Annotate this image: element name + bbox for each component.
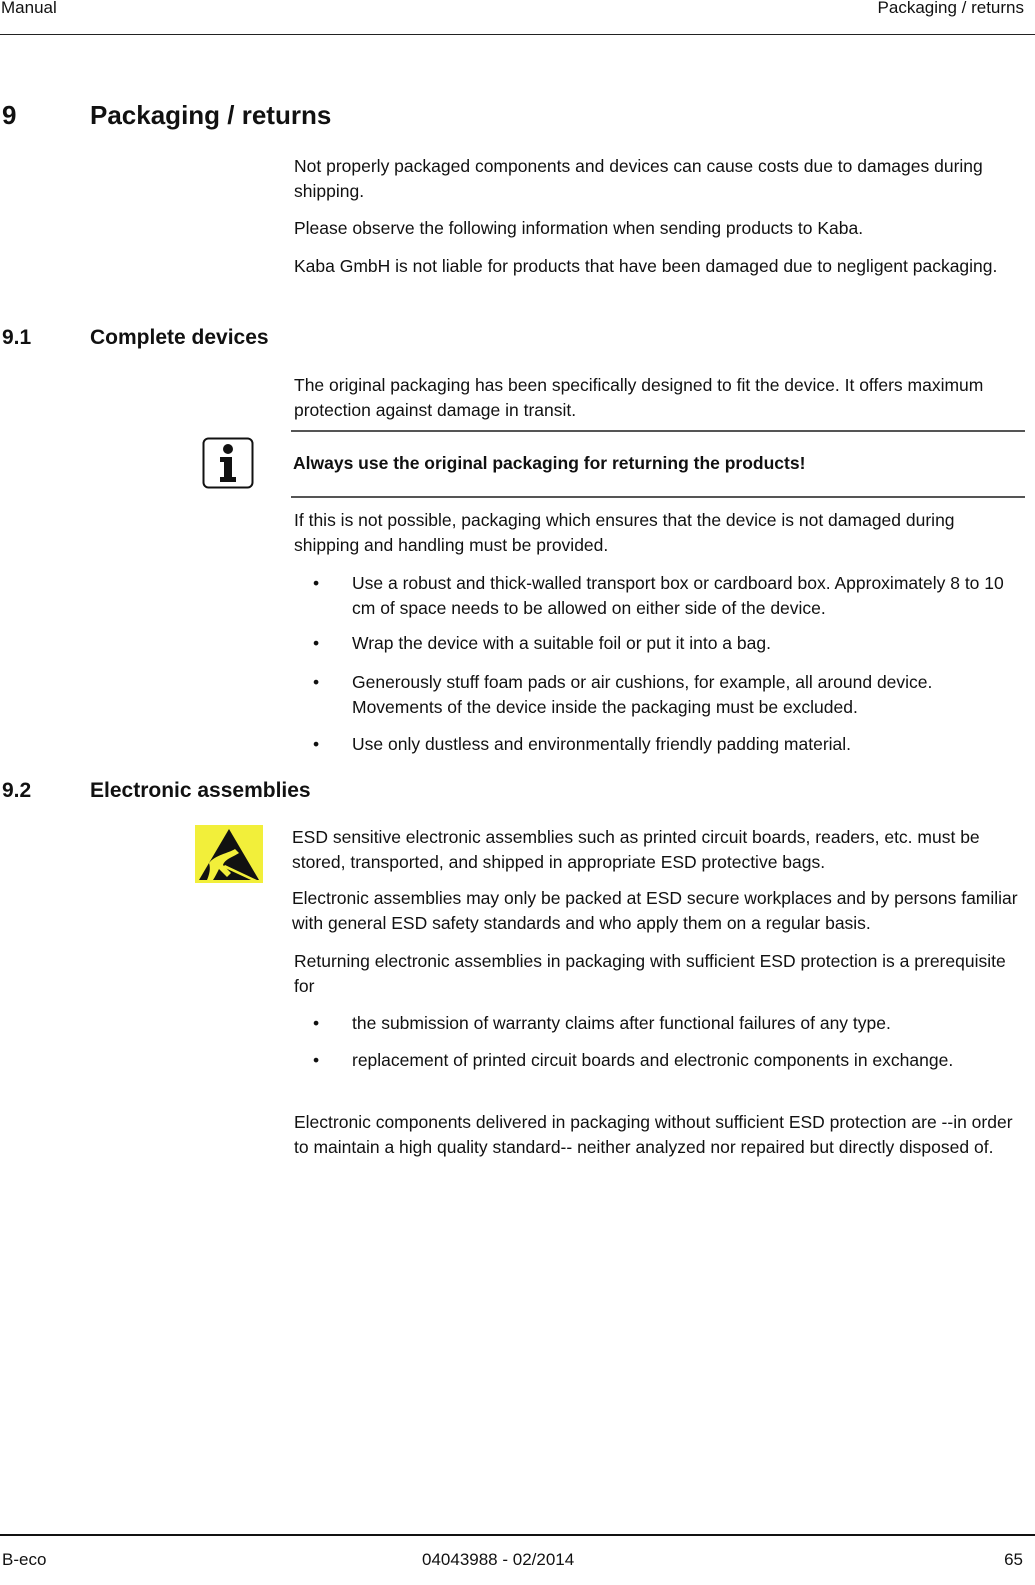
bullet: • — [313, 734, 320, 754]
subsection-heading — [2, 779, 311, 803]
list-item — [294, 732, 1024, 757]
subsection-title: Electronic assemblies — [90, 779, 311, 802]
paragraph: Electronic assemblies may only be packed at ESD secure workplaces and by persons familiar with general ESD safety standards and who apply them on a regular basis. — [292, 888, 1018, 933]
page-header — [0, 0, 1035, 35]
footer-product: B-eco — [2, 1550, 47, 1569]
paragraph: Not properly packaged components and devices can cause costs due to damages during shipping. — [294, 156, 983, 201]
footer-doc-number: 04043988 - 02/2014 — [422, 1550, 575, 1569]
note-text: Always use the original packaging for returning the products! — [293, 453, 806, 473]
section-heading — [2, 100, 331, 131]
note-divider — [291, 430, 1025, 432]
section-title: Packaging / returns — [90, 100, 332, 130]
page-footer — [0, 1534, 1035, 1585]
list-item-text: the submission of warranty claims after functional failures of any type. — [352, 1013, 891, 1033]
section-number: 9 — [2, 100, 17, 130]
header-left: Manual — [1, 0, 57, 17]
paragraph: The original packaging has been specifically designed to fit the device. It offers maximum protection against damage in transit. — [294, 375, 984, 420]
list-item-text: Wrap the device with a suitable foil or put it into a bag. — [352, 633, 771, 653]
paragraph: Kaba GmbH is not liable for products that have been damaged due to negligent packaging. — [294, 256, 998, 276]
note-divider — [291, 496, 1025, 498]
info-icon — [202, 437, 254, 489]
esd-warning-icon — [195, 825, 263, 883]
list-item-text: Generously stuff foam pads or air cushions, for example, all around device. Movements of the device inside the packaging must be excluded. — [352, 672, 933, 717]
list-item — [294, 631, 1024, 656]
list-item — [294, 1011, 1024, 1036]
paragraph: Please observe the following information when sending products to Kaba. — [294, 218, 864, 238]
list-item — [294, 1048, 1024, 1073]
list-item — [294, 571, 1024, 621]
header-right: Packaging / returns — [877, 0, 1024, 17]
bullet: • — [313, 1050, 320, 1070]
bullet: • — [313, 672, 320, 692]
list-item-text: replacement of printed circuit boards and electronic components in exchange. — [352, 1050, 954, 1070]
paragraph: If this is not possible, packaging which ensures that the device is not damaged during shipping and handling must be provided. — [294, 510, 955, 555]
bullet: • — [313, 1013, 320, 1033]
subsection-heading — [2, 326, 269, 350]
bullet: • — [313, 633, 320, 653]
page-number: 65 — [1004, 1550, 1023, 1569]
subsection-number: 9.1 — [2, 326, 32, 349]
paragraph: Returning electronic assemblies in packaging with sufficient ESD protection is a prerequisite for — [294, 951, 1006, 996]
list-item-text: Use only dustless and environmentally friendly padding material. — [352, 734, 852, 754]
list-item-text: Use a robust and thick-walled transport box or cardboard box. Approximately 8 to 10 cm of space needs to be allowed on either side of the device. — [352, 573, 1004, 618]
list-item — [294, 670, 1024, 720]
subsection-number: 9.2 — [2, 779, 32, 802]
subsection-title: Complete devices — [90, 326, 269, 349]
bullet: • — [313, 573, 320, 593]
paragraph: Electronic components delivered in packaging without sufficient ESD protection are --in order to maintain a high quality standard-- neither analyzed nor repaired but directly disposed of. — [294, 1112, 1013, 1157]
paragraph: ESD sensitive electronic assemblies such as printed circuit boards, readers, etc. must be stored, transported, and shipped in appropriate ESD protective bags. — [292, 827, 980, 872]
